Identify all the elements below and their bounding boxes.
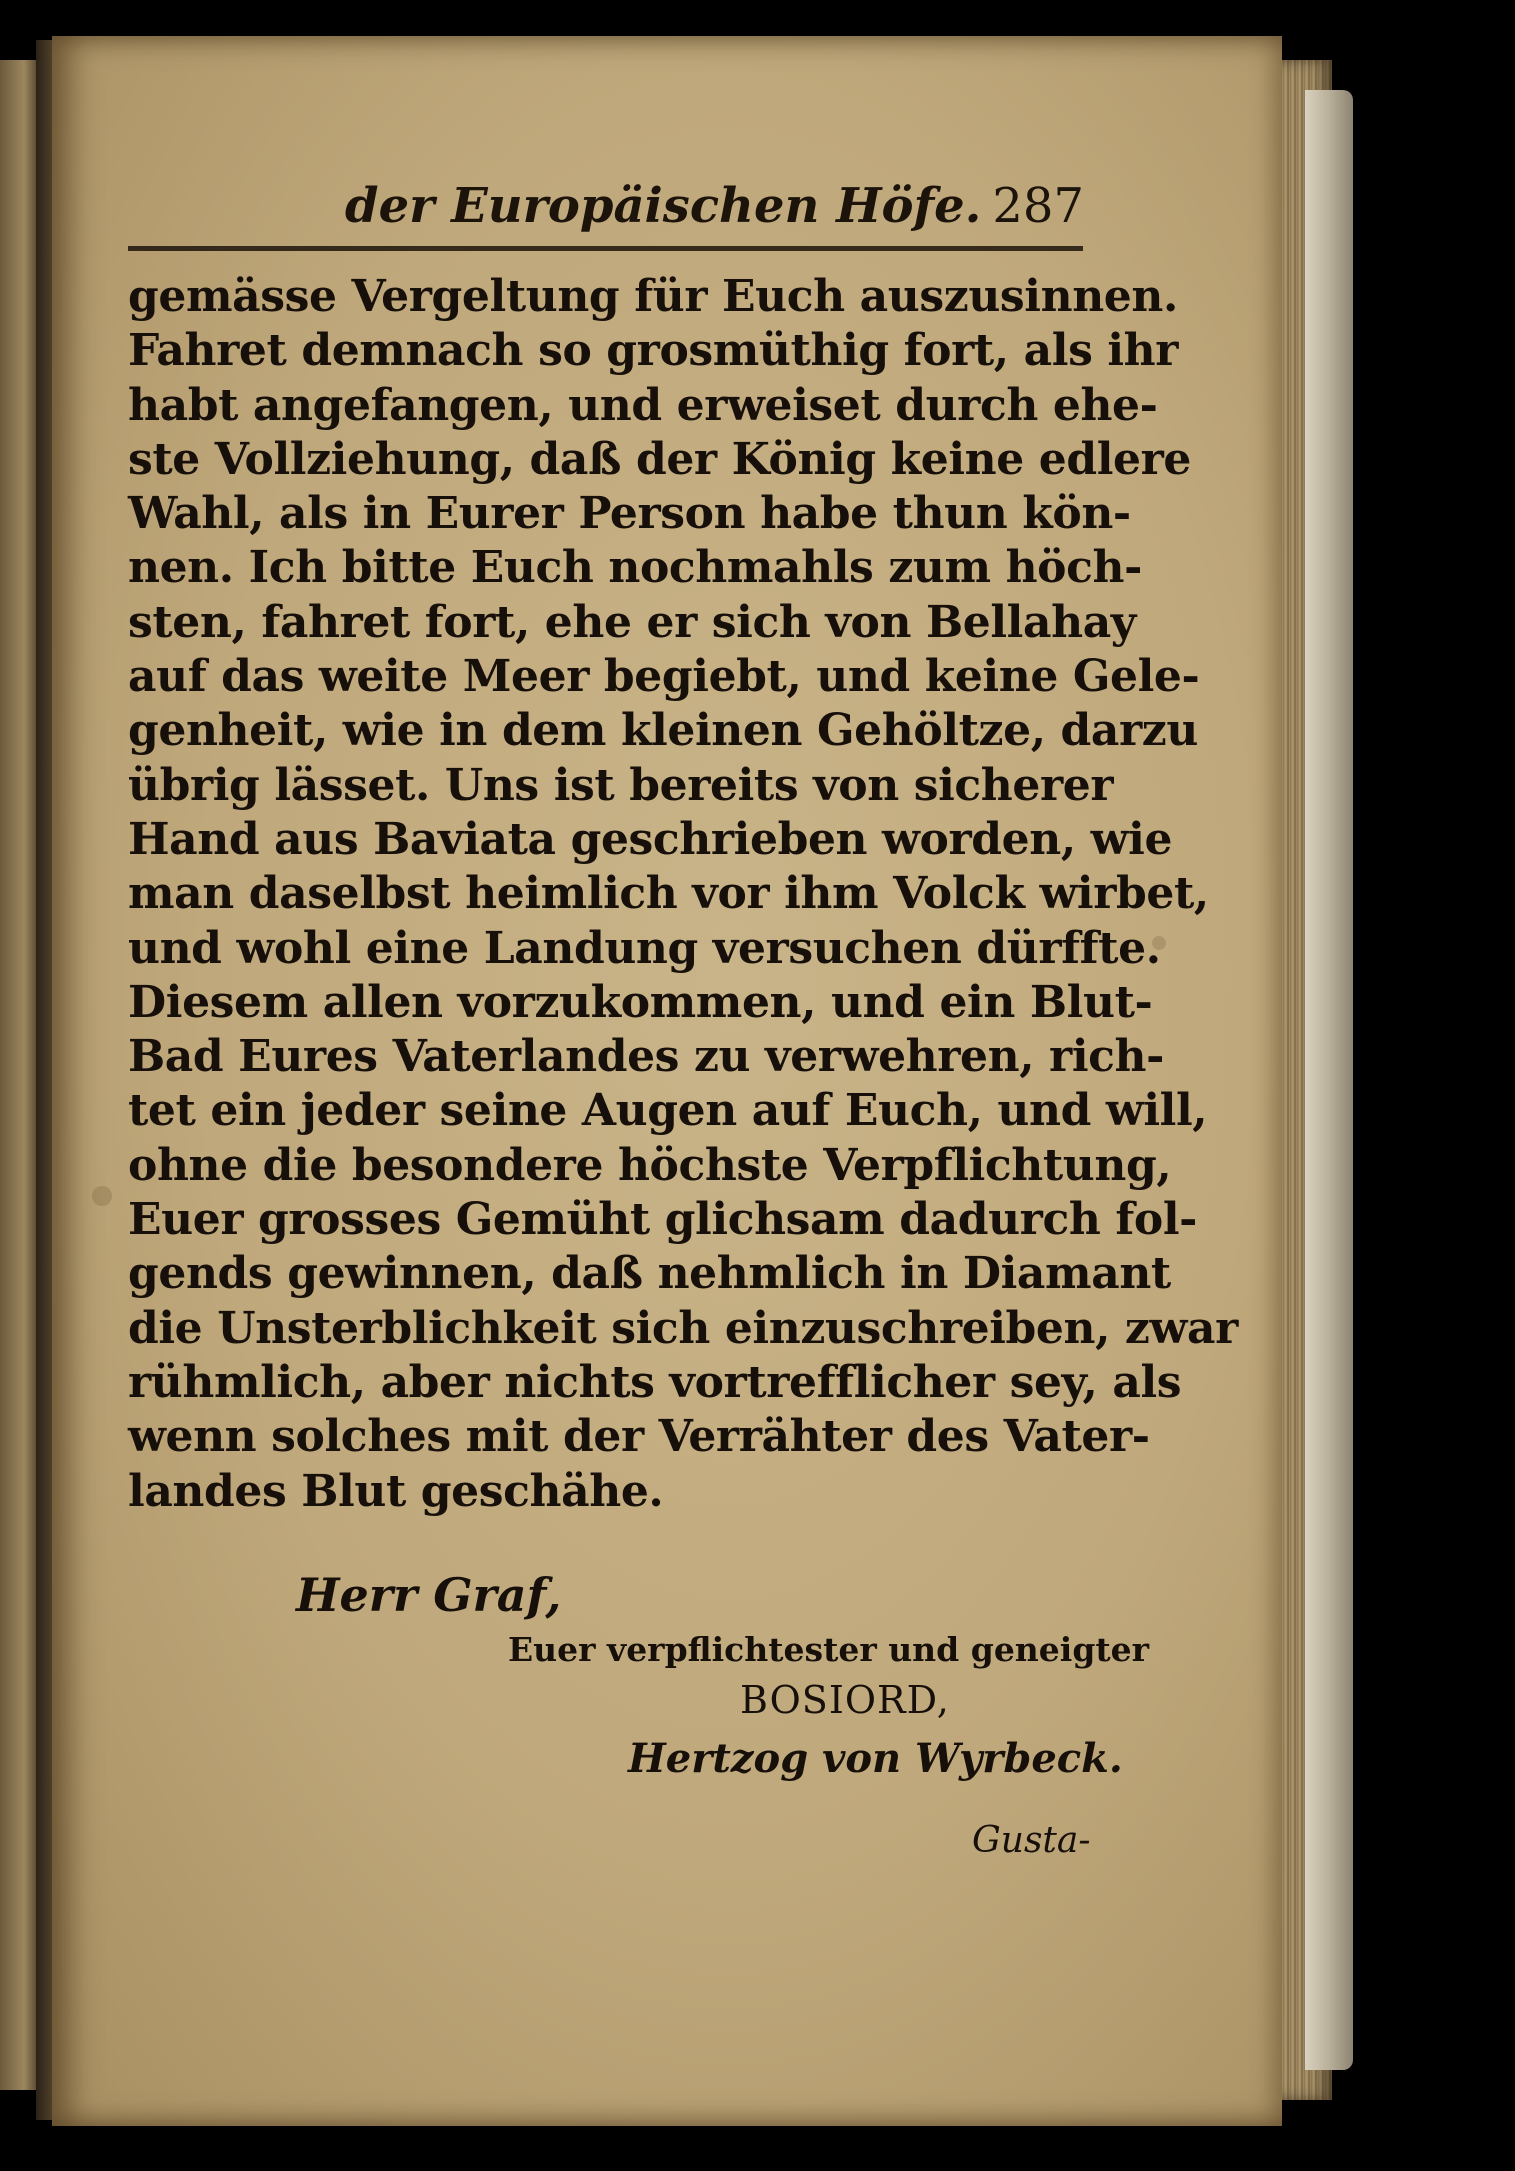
body-text (128, 270, 1238, 1519)
facing-page-edge (0, 60, 40, 2090)
text-line: Fahret demnach so grosmüthig fort, als ihr (128, 325, 1179, 377)
text-line: rühmlich, aber nichts vortrefflicher sey, als (128, 1356, 1182, 1408)
text-line: die Unsterblichkeit sich einzuschreiben, zwar (128, 1302, 1238, 1354)
text-line: man daselbst heimlich vor ihm Volck wirbet, (128, 868, 1209, 920)
book-cover-edge (1305, 90, 1353, 2070)
text-line: Hand aus Baviata geschrieben worden, wie (128, 813, 1173, 865)
text-line: gemässe Vergeltung für Euch auszusinnen. (128, 271, 1178, 322)
text-line: und wohl eine Landung versuchen dürffte. (128, 922, 1161, 974)
paper-stain (92, 1186, 112, 1206)
running-header (130, 170, 1090, 250)
text-line: wenn solches mit der Verrähter des Vater- (128, 1411, 1150, 1463)
signature-closing: Euer verpflichtester und geneigter (508, 1630, 1150, 1669)
text-line: habt angefangen, und erweiset durch ehe- (128, 379, 1158, 431)
text-line: ste Vollziehung, daß der König keine edlere (128, 433, 1191, 485)
salutation: Herr Graf, (296, 1568, 562, 1622)
text-line: Bad Eures Vaterlandes zu verwehren, rich- (128, 1031, 1164, 1083)
text-line: tet ein jeder seine Augen auf Euch, und will, (128, 1085, 1208, 1137)
text-line: übrig lässet. Uns ist bereits von sicherer (128, 759, 1114, 811)
text-line: ohne die besondere höchste Verpflichtung, (128, 1139, 1172, 1191)
running-title: der Europäischen Höfe. (345, 178, 982, 234)
text-line: nen. Ich bitte Euch nochmahls zum höch- (128, 542, 1142, 594)
signature-title: Hertzog von Wyrbeck. (628, 1735, 1123, 1782)
text-line: sten, fahret fort, ehe er sich von Bellahay (128, 596, 1136, 648)
catchword: Gusta- (972, 1820, 1091, 1861)
text-line: genheit, wie in dem kleinen Gehöltze, darzu (128, 705, 1198, 757)
text-line: Wahl, als in Eurer Person habe thun kön- (128, 488, 1131, 540)
page-number: 287 (992, 178, 1084, 234)
text-line: landes Blut geschähe. (128, 1465, 664, 1517)
text-line: gends gewinnen, daß nehmlich in Diamant (128, 1248, 1171, 1300)
text-line: Euer grosses Gemüht glichsam dadurch fol- (128, 1194, 1197, 1246)
text-line: Diesem allen vorzukommen, und ein Blut- (128, 976, 1153, 1028)
header-rule (128, 246, 1083, 251)
signature-name: BOSIORD, (740, 1678, 950, 1722)
text-line: auf das weite Meer begiebt, und keine Gele- (128, 651, 1200, 703)
